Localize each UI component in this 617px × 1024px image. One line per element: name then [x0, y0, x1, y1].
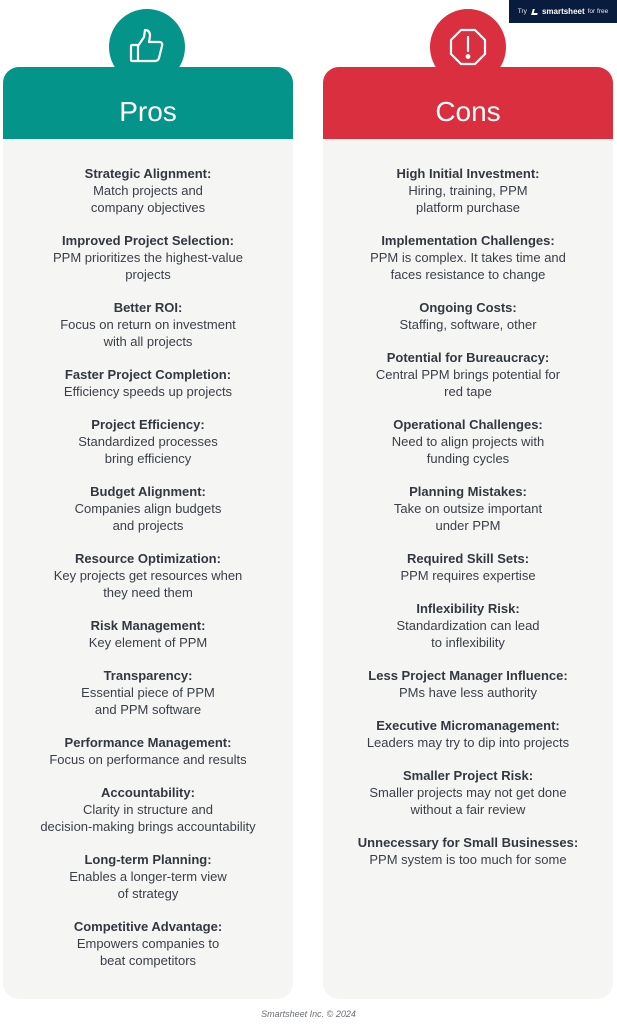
pros-item-description: Key element of PPM: [88, 635, 208, 650]
cons-item-description: without a fair review: [410, 802, 526, 817]
pros-item: [3, 366, 293, 400]
badge-brand-text: smartsheet: [541, 7, 585, 16]
cons-item-title: Potential for Bureaucracy:: [386, 350, 550, 365]
badge-suffix-text: for free: [587, 8, 609, 15]
cons-item: [323, 483, 613, 534]
pros-item-title: Competitive Advantage:: [73, 919, 223, 934]
pros-item: [3, 416, 293, 467]
pros-item-description: Standardized processes: [78, 434, 218, 449]
pros-item-description: company objectives: [90, 200, 206, 215]
pros-item-description: Efficiency speeds up projects: [63, 384, 233, 399]
cons-item-title: Unnecessary for Small Businesses:: [357, 835, 579, 850]
pros-item: [3, 550, 293, 601]
cons-item-description: faces resistance to change: [390, 267, 546, 282]
cons-item-title: Less Project Manager Influence:: [368, 668, 568, 683]
pros-item-title: Resource Optimization:: [75, 551, 221, 566]
pros-item-description: Essential piece of PPM: [81, 685, 215, 700]
cons-item: [323, 349, 613, 400]
pros-item-description: PPM prioritizes the highest-value: [52, 250, 244, 265]
pros-item-title: Long-term Planning:: [84, 852, 212, 867]
cons-item: [323, 550, 613, 584]
cons-item-description: under PPM: [435, 518, 501, 533]
pros-item-description: Empowers companies to: [76, 936, 220, 951]
pros-item-title: Accountability:: [101, 785, 195, 800]
pros-heading: Pros: [3, 67, 293, 139]
cons-item-description: Need to align projects with: [391, 434, 545, 449]
badge-try-text: Try: [517, 8, 527, 15]
cons-item-title: Operational Challenges:: [393, 417, 543, 432]
pros-item-description: bring efficiency: [104, 451, 192, 466]
cons-item: [323, 232, 613, 283]
pros-column: [3, 67, 293, 999]
pros-item: [3, 918, 293, 969]
pros-item-title: Improved Project Selection:: [62, 233, 234, 248]
cons-item-description: Staffing, software, other: [399, 317, 537, 332]
cons-item-title: Inflexibility Risk:: [416, 601, 520, 616]
pros-item-title: Better ROI:: [113, 300, 183, 315]
pros-item: [3, 851, 293, 902]
cons-item-description: PPM is complex. It takes time and: [370, 250, 566, 265]
pros-item-title: Risk Management:: [90, 618, 206, 633]
pros-item-description: beat competitors: [99, 953, 197, 968]
cons-item-description: funding cycles: [426, 451, 510, 466]
cons-item: [323, 767, 613, 818]
cons-item: [323, 165, 613, 216]
pros-item-title: Budget Alignment:: [90, 484, 206, 499]
pros-item: [3, 232, 293, 283]
cons-item-title: High Initial Investment:: [396, 166, 540, 181]
pros-item: [3, 165, 293, 216]
pros-item: [3, 299, 293, 350]
pros-item-title: Performance Management:: [64, 735, 232, 750]
cons-item-description: PPM system is too much for some: [369, 852, 567, 867]
cons-item-description: Take on outsize important: [393, 501, 543, 516]
pros-item-description: Enables a longer-term view: [69, 869, 227, 884]
cons-item-description: Leaders may try to dip into projects: [366, 735, 570, 750]
copyright-footer: Smartsheet Inc. © 2024: [261, 1009, 356, 1019]
cons-item-description: Central PPM brings potential for: [375, 367, 561, 382]
cons-item: [323, 600, 613, 651]
cons-item-description: Standardization can lead: [396, 618, 540, 633]
thumbs-up-icon: [109, 9, 185, 85]
cons-heading: Cons: [323, 67, 613, 139]
pros-item-description: Match projects and: [93, 183, 203, 198]
cons-item: [323, 299, 613, 333]
pros-item-description: with all projects: [103, 334, 193, 349]
pros-item-description: Focus on return on investment: [60, 317, 236, 332]
pros-item: [3, 734, 293, 768]
pros-item: [3, 784, 293, 835]
cons-item-title: Smaller Project Risk:: [402, 768, 534, 783]
pros-item-description: and projects: [112, 518, 184, 533]
cons-item-description: PMs have less authority: [398, 685, 537, 700]
pros-item-description: projects: [125, 267, 171, 282]
pros-item: [3, 667, 293, 718]
pros-item-title: Transparency:: [103, 668, 193, 683]
pros-item-title: Faster Project Completion:: [64, 367, 232, 382]
pros-item-description: Clarity in structure and: [82, 802, 214, 817]
pros-item-description: they need them: [103, 585, 193, 600]
pros-item: [3, 483, 293, 534]
cons-item: [323, 717, 613, 751]
pros-item-description: of strategy: [117, 886, 179, 901]
cons-item-description: Smaller projects may not get done: [369, 785, 567, 800]
cons-item-description: platform purchase: [415, 200, 521, 215]
cons-item: [323, 667, 613, 701]
pros-item-title: Project Efficiency:: [91, 417, 205, 432]
cons-item-title: Executive Micromanagement:: [376, 718, 560, 733]
cons-item-description: red tape: [444, 384, 492, 399]
cons-item: [323, 834, 613, 868]
smartsheet-logo-icon: [531, 9, 539, 15]
cons-item-title: Required Skill Sets:: [406, 551, 530, 566]
pros-item-description: Key projects get resources when: [53, 568, 243, 583]
pros-item: [3, 617, 293, 651]
warning-octagon-icon: [430, 9, 506, 85]
cons-item-title: Planning Mistakes:: [409, 484, 527, 499]
pros-item-description: Focus on performance and results: [49, 752, 247, 767]
cons-column: [323, 67, 613, 999]
pros-item-title: Strategic Alignment:: [84, 166, 212, 181]
cons-item: [323, 416, 613, 467]
cons-item-title: Ongoing Costs:: [419, 300, 517, 315]
cons-item-description: PPM requires expertise: [400, 568, 536, 583]
cons-item-title: Implementation Challenges:: [381, 233, 555, 248]
cons-list: [323, 139, 613, 868]
try-smartsheet-badge[interactable]: [509, 0, 617, 23]
cons-item-description: Hiring, training, PPM: [408, 183, 528, 198]
pros-item-description: and PPM software: [94, 702, 202, 717]
pros-list: [3, 139, 293, 969]
cons-item-description: to inflexibility: [431, 635, 505, 650]
pros-item-description: Companies align budgets: [74, 501, 222, 516]
pros-item-description: decision-making brings accountability: [40, 819, 256, 834]
